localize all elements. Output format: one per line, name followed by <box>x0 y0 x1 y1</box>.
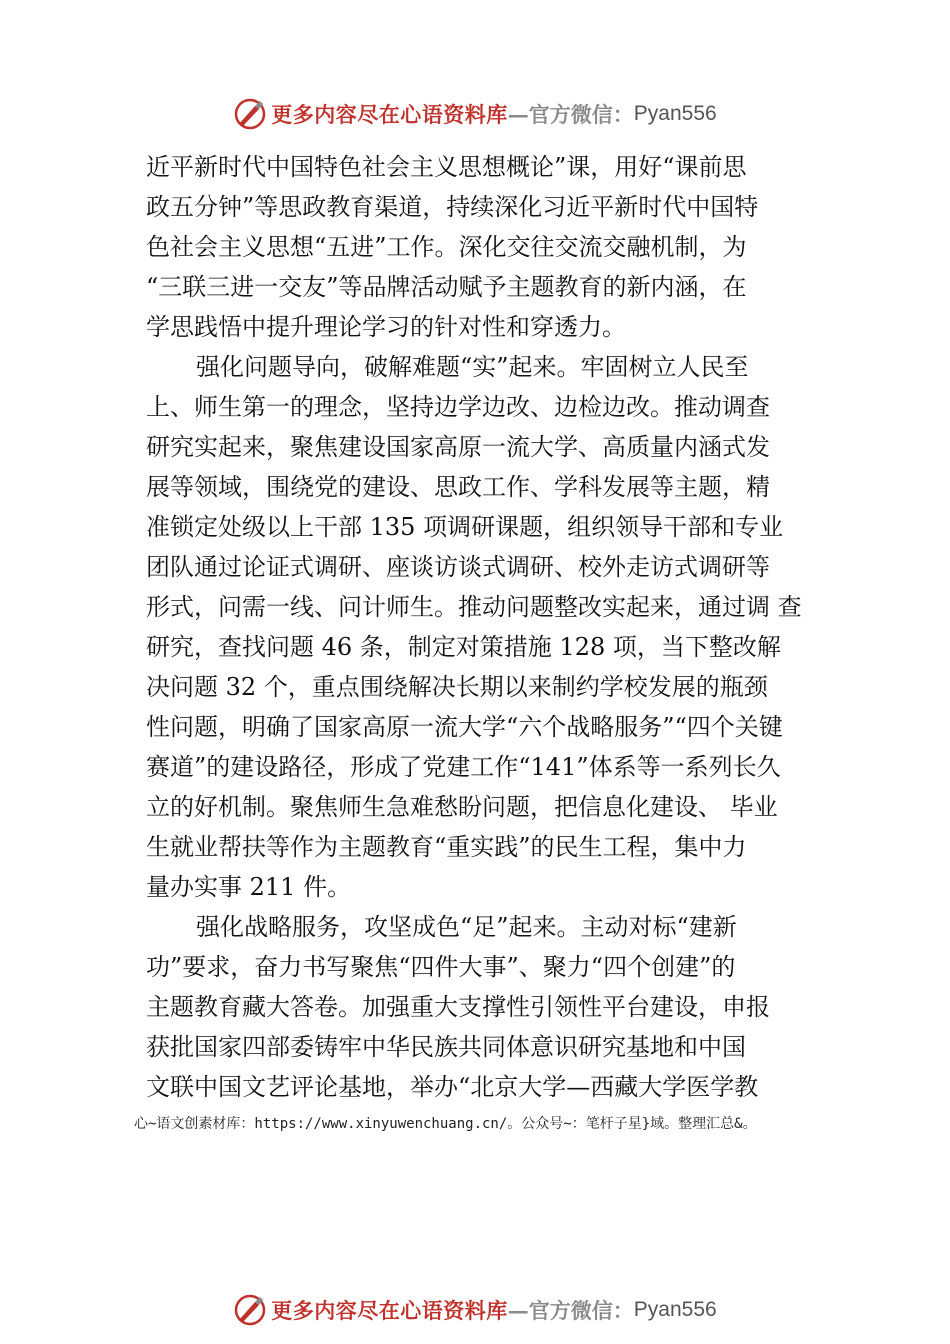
body-line: 功”要求，奋力书写聚焦“四件大事”、聚力“四个创建”的 <box>146 953 736 981</box>
body-line: “三联三进一交友”等品牌活动赋予主题教育的新内涵，在 <box>146 273 747 301</box>
body-line: 学思践悟中提升理论学习的针对性和穿透力。 <box>146 313 626 341</box>
body-line: 团队通过论证式调研、座谈访谈式调研、校外走访式调研等 <box>146 553 770 581</box>
body-line: 色社会主义思想“五进”工作。深化交往交流交融机制，为 <box>146 233 747 261</box>
source-footnote: 心~语文创素材库：https://www.xinyuwenchuang.cn/。公众号~：笔杆子星}域。整理汇总&。 <box>134 1116 757 1132</box>
body-line: 获批国家四部委铸牢中华民族共同体意识研究基地和中国 <box>146 1033 746 1061</box>
body-line: 形式，问需一线、问计师生。推动问题整改实起来，通过调 查 <box>146 593 802 621</box>
banner-wechat-id: Pyan556 <box>633 102 717 125</box>
banner-title: 更多内容尽在心语资料库 <box>271 1298 508 1323</box>
body-line: 展等领域，围绕党的建设、思政工作、学科发展等主题，精 <box>146 473 770 501</box>
top-banner <box>0 94 950 134</box>
body-line: 政五分钟”等思政教育渠道，持续深化习近平新时代中国特 <box>146 193 759 221</box>
body-line: 上、师生第一的理念，坚持边学边改、边检边改。推动调查 <box>146 393 770 421</box>
banner-wechat-label: —官方微信： <box>507 1298 634 1323</box>
body-line: 研究，查找问题 46 条，制定对策措施 128 项，当下整改解 <box>146 633 781 661</box>
paragraph-start-line: 强化问题导向，破解难题“实”起来。牢固树立人民至 <box>196 353 749 381</box>
body-line: 性问题，明确了国家高原一流大学“六个战略服务”“四个关键 <box>146 713 783 741</box>
body-line: 准锁定处级以上干部 135 项调研课题，组织领导干部和专业 <box>146 513 784 541</box>
body-line: 文联中国文艺评论基地，举办“北京大学—西藏大学医学教 <box>146 1073 759 1101</box>
banner-wechat-label: —官方微信： <box>507 102 634 127</box>
body-line: 研究实起来，聚焦建设国家高原一流大学、高质量内涵式发 <box>146 433 770 461</box>
body-line: 生就业帮扶等作为主题教育“重实践”的民生工程，集中力 <box>146 833 747 861</box>
document-body <box>146 147 826 1107</box>
bottom-banner <box>0 1290 950 1330</box>
body-line: 主题教育藏大答卷。加强重大支撑性引领性平台建设，申报 <box>146 993 770 1021</box>
body-line: 赛道”的建设路径，形成了党建工作“141”体系等一系列长久 <box>146 753 781 781</box>
body-line: 近平新时代中国特色社会主义思想概论”课，用好“课前思 <box>146 153 747 181</box>
banner-title: 更多内容尽在心语资料库 <box>271 102 508 127</box>
banner-wechat-id: Pyan556 <box>633 1298 717 1321</box>
body-line: 立的好机制。聚焦师生急难愁盼问题，把信息化建设、 毕业 <box>146 793 778 821</box>
pen-circle-logo-icon <box>233 1293 267 1327</box>
body-line: 量办实事 211 件。 <box>146 873 352 901</box>
body-line: 决问题 32 个，重点围绕解决长期以来制约学校发展的瓶颈 <box>146 673 768 701</box>
paragraph-start-line: 强化战略服务，攻坚成色“足”起来。主动对标“建新 <box>196 913 737 941</box>
pen-circle-logo-icon <box>233 97 267 131</box>
